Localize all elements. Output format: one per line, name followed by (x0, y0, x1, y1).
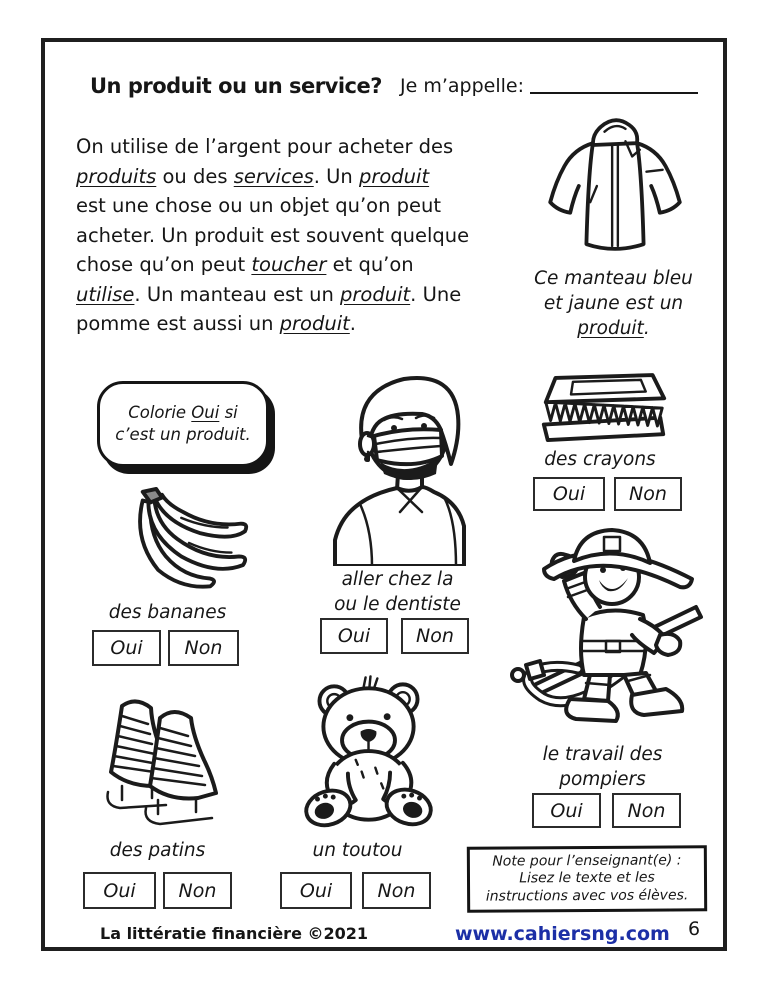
note-line: Lisez le texte et les (519, 869, 655, 887)
patins-oui-button[interactable]: Oui (83, 872, 156, 909)
coat-caption: Ce manteau bleu et jaune est un produit. (534, 268, 693, 339)
dentiste-oui-button[interactable]: Oui (320, 618, 388, 654)
dentiste-illustration (322, 370, 477, 566)
name-line (400, 72, 698, 97)
pompiers-oui-button[interactable]: Oui (532, 793, 601, 828)
toutou-non-button[interactable]: Non (362, 872, 431, 909)
note-line: Note pour l’enseignant(e) : (492, 852, 682, 870)
bananes-oui-button[interactable]: Oui (92, 630, 161, 666)
coat-illustration (534, 110, 696, 262)
patins-caption: des patins (109, 840, 206, 861)
footer-copyright: La littératie financière ©2021 (100, 924, 369, 943)
bananes-caption: des bananes (108, 602, 227, 623)
page-title: Un produit ou un service? (90, 74, 382, 98)
patins-illustration (92, 688, 244, 834)
toutou-caption: un toutou (312, 840, 403, 861)
crayons-illustration (538, 372, 670, 446)
crayons-oui-button[interactable]: Oui (533, 477, 605, 511)
teacher-note-box (467, 845, 707, 912)
crayons-non-button[interactable]: Non (614, 477, 682, 511)
intro-paragraph: On utilise de l’argent pour acheter des produits ou des services. Un produit est une chose ou un objet qu’on peut acheter. Un produit est souvent quelque chose qu’on peut toucher et qu’on utilise. Un manteau est un produit. Une pomme est aussi un produit. (76, 135, 470, 335)
bananes-illustration (98, 487, 253, 595)
toutou-illustration (293, 673, 445, 833)
pompiers-non-button[interactable]: Non (612, 793, 681, 828)
bananes-non-button[interactable]: Non (168, 630, 239, 666)
page-number: 6 (688, 918, 701, 940)
dentiste-non-button[interactable]: Non (401, 618, 469, 654)
pompiers-illustration (500, 523, 710, 728)
toutou-oui-button[interactable]: Oui (280, 872, 352, 909)
note-line: instructions avec vos élèves. (485, 887, 689, 905)
name-input-line[interactable] (530, 72, 698, 94)
name-label: Je m’appelle: (400, 75, 524, 97)
patins-non-button[interactable]: Non (163, 872, 232, 909)
pompiers-caption: le travail des pompiers (542, 744, 663, 790)
footer-website-link[interactable]: www.cahiersng.com (455, 923, 670, 945)
instruction-bubble: Colorie Oui si c’est un produit. (97, 381, 269, 467)
dentiste-caption: aller chez la ou le dentiste (334, 569, 461, 615)
crayons-caption: des crayons (544, 449, 656, 470)
